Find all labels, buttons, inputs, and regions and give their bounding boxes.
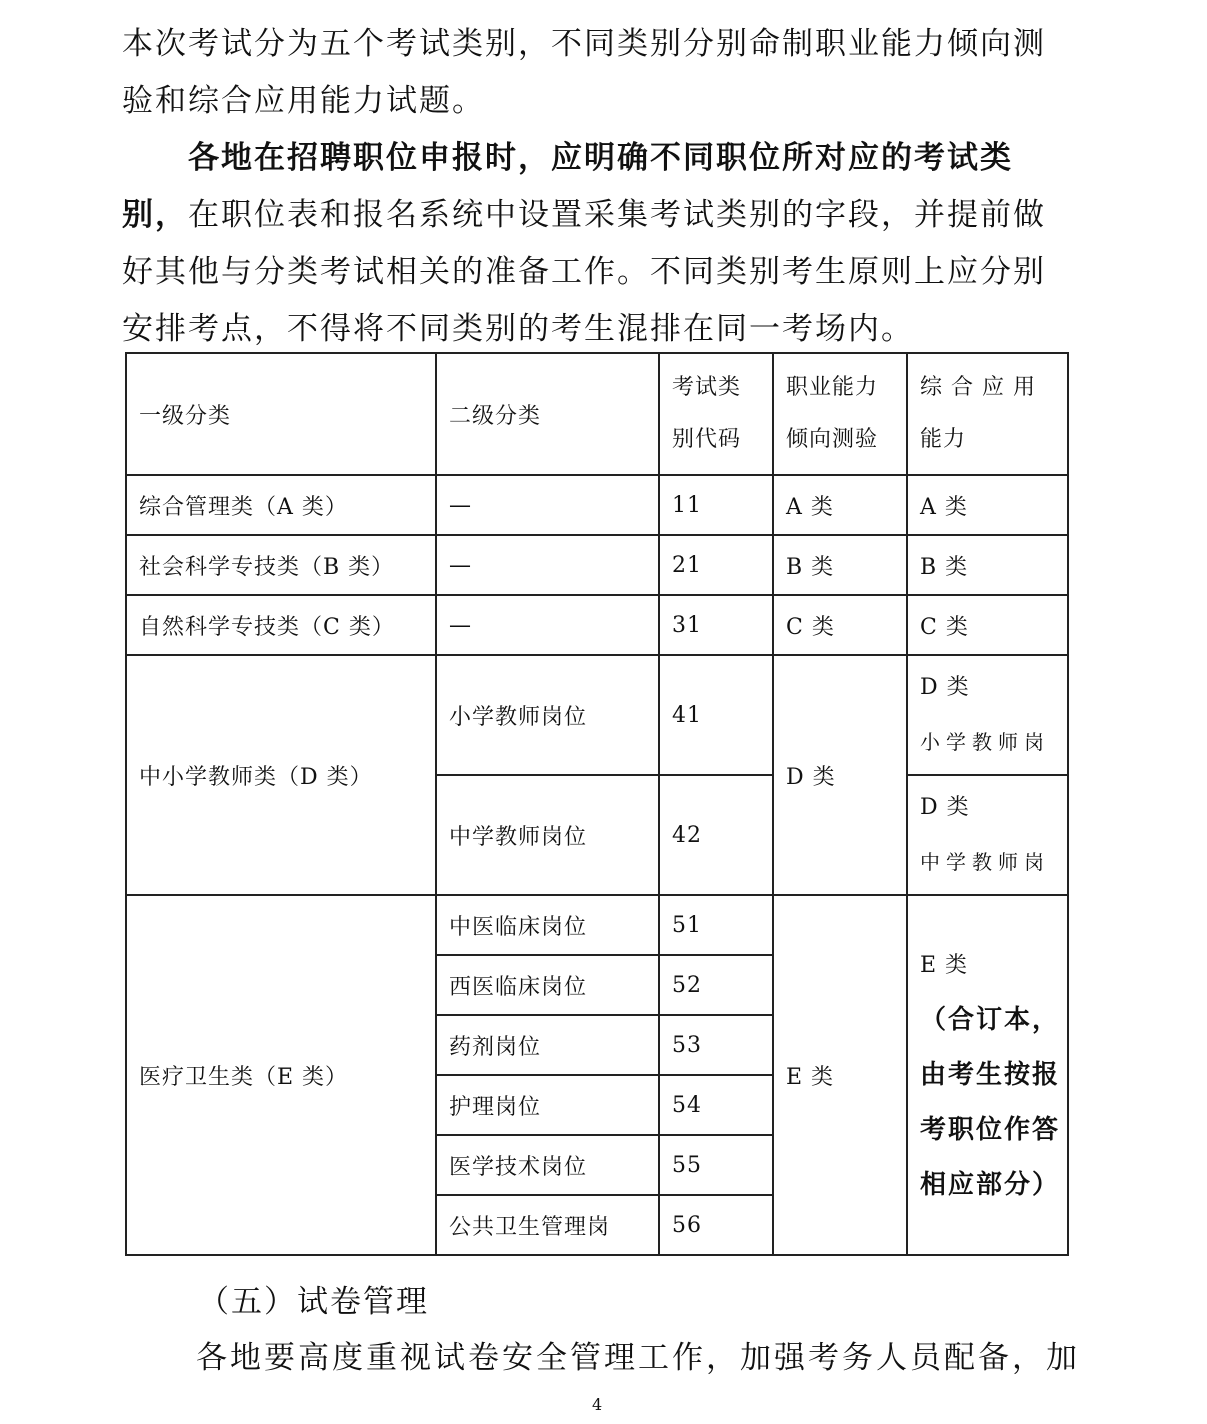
cell-aptitude: B 类 <box>773 535 907 595</box>
cell-level2: 中医临床岗位 <box>436 895 659 955</box>
cell-code: 41 <box>659 655 773 775</box>
cell-applied: C 类 <box>907 595 1068 655</box>
cell-level2: 药剂岗位 <box>436 1015 659 1075</box>
cell-aptitude: C 类 <box>773 595 907 655</box>
header-applied-line1: 综 合 应 用 <box>920 375 1036 400</box>
cell-applied: A 类 <box>907 475 1068 535</box>
applied-sub-label: 中学教师岗 <box>920 850 1050 874</box>
exam-category-table <box>125 352 1069 1256</box>
header-aptitude <box>773 353 907 475</box>
header-aptitude-line2: 倾向测验 <box>786 427 879 452</box>
table-header-row <box>126 353 1068 475</box>
cell-level2: 西医临床岗位 <box>436 955 659 1015</box>
cell-applied <box>907 775 1068 895</box>
cell-code: 55 <box>659 1135 773 1195</box>
applied-sub-label: 小学教师岗 <box>920 730 1050 754</box>
applied-main-label: E 类 <box>920 952 969 978</box>
cell-level2: 中学教师岗位 <box>436 775 659 895</box>
cell-code: 52 <box>659 955 773 1015</box>
cell-code: 21 <box>659 535 773 595</box>
page-number: 4 <box>592 1395 603 1414</box>
requirement-rest-text: 在职位表和报名系统中设置采集考试类别的字段，并提前做好其他与分类考试相关的准备工作。不同类别考生原则上应分别安排考点，不得将不同类别的考生混排在同一考场内。 <box>122 197 1046 347</box>
header-level2: 二级分类 <box>436 353 659 475</box>
cell-aptitude: A 类 <box>773 475 907 535</box>
header-applied <box>907 353 1068 475</box>
applied-note-line: 相应部分） <box>920 1169 1061 1200</box>
cell-applied-group-e <box>907 895 1068 1255</box>
cell-level1-group-e: 医疗卫生类（E 类） <box>126 895 436 1255</box>
table-row <box>126 475 1068 535</box>
applied-note-line: 考职位作答 <box>920 1114 1061 1145</box>
cell-code: 31 <box>659 595 773 655</box>
cell-applied: B 类 <box>907 535 1068 595</box>
applied-note-line: （合订本， <box>920 1004 1061 1035</box>
cell-level1: 社会科学专技类（B 类） <box>126 535 436 595</box>
applied-note-line: 由考生按报 <box>920 1059 1061 1090</box>
cell-level2: — <box>436 475 659 535</box>
requirement-paragraph <box>122 130 1072 358</box>
cell-level2: — <box>436 535 659 595</box>
table-row <box>126 535 1068 595</box>
cell-code: 51 <box>659 895 773 955</box>
cell-level2: 护理岗位 <box>436 1075 659 1135</box>
cell-level1-group-d: 中小学教师类（D 类） <box>126 655 436 895</box>
section-title: （五）试卷管理 <box>198 1284 429 1320</box>
cell-level1: 自然科学专技类（C 类） <box>126 595 436 655</box>
cell-aptitude-group-d: D 类 <box>773 655 907 895</box>
applied-main-label: D 类 <box>920 795 970 820</box>
header-level1: 一级分类 <box>126 353 436 475</box>
cell-level2: 医学技术岗位 <box>436 1135 659 1195</box>
table-row <box>126 655 1068 775</box>
intro-paragraph: 本次考试分为五个考试类别，不同类别分别命制职业能力倾向测验和综合应用能力试题。 <box>122 26 1046 119</box>
cell-code: 42 <box>659 775 773 895</box>
header-applied-line2: 能力 <box>920 427 967 452</box>
cell-level2: 公共卫生管理岗 <box>436 1195 659 1255</box>
requirement-bold-sentence: 各地在招聘职位申报时，应明确不同职位所对应的考试类别， <box>122 140 1013 233</box>
header-code-line1: 考试类 <box>672 375 742 400</box>
header-code <box>659 353 773 475</box>
cell-code: 53 <box>659 1015 773 1075</box>
header-aptitude-line1: 职业能力 <box>786 375 879 400</box>
cell-level1: 综合管理类（A 类） <box>126 475 436 535</box>
cell-level2: 小学教师岗位 <box>436 655 659 775</box>
cell-aptitude-group-e: E 类 <box>773 895 907 1255</box>
cell-code: 56 <box>659 1195 773 1255</box>
table-row <box>126 895 1068 955</box>
cell-level2: — <box>436 595 659 655</box>
cell-code: 54 <box>659 1075 773 1135</box>
applied-main-label: D 类 <box>920 675 970 700</box>
section-first-line: 各地要高度重视试卷安全管理工作，加强考务人员配备，加 <box>196 1340 1080 1376</box>
table-row <box>126 595 1068 655</box>
cell-applied <box>907 655 1068 775</box>
cell-code: 11 <box>659 475 773 535</box>
header-code-line2: 别代码 <box>672 427 742 452</box>
